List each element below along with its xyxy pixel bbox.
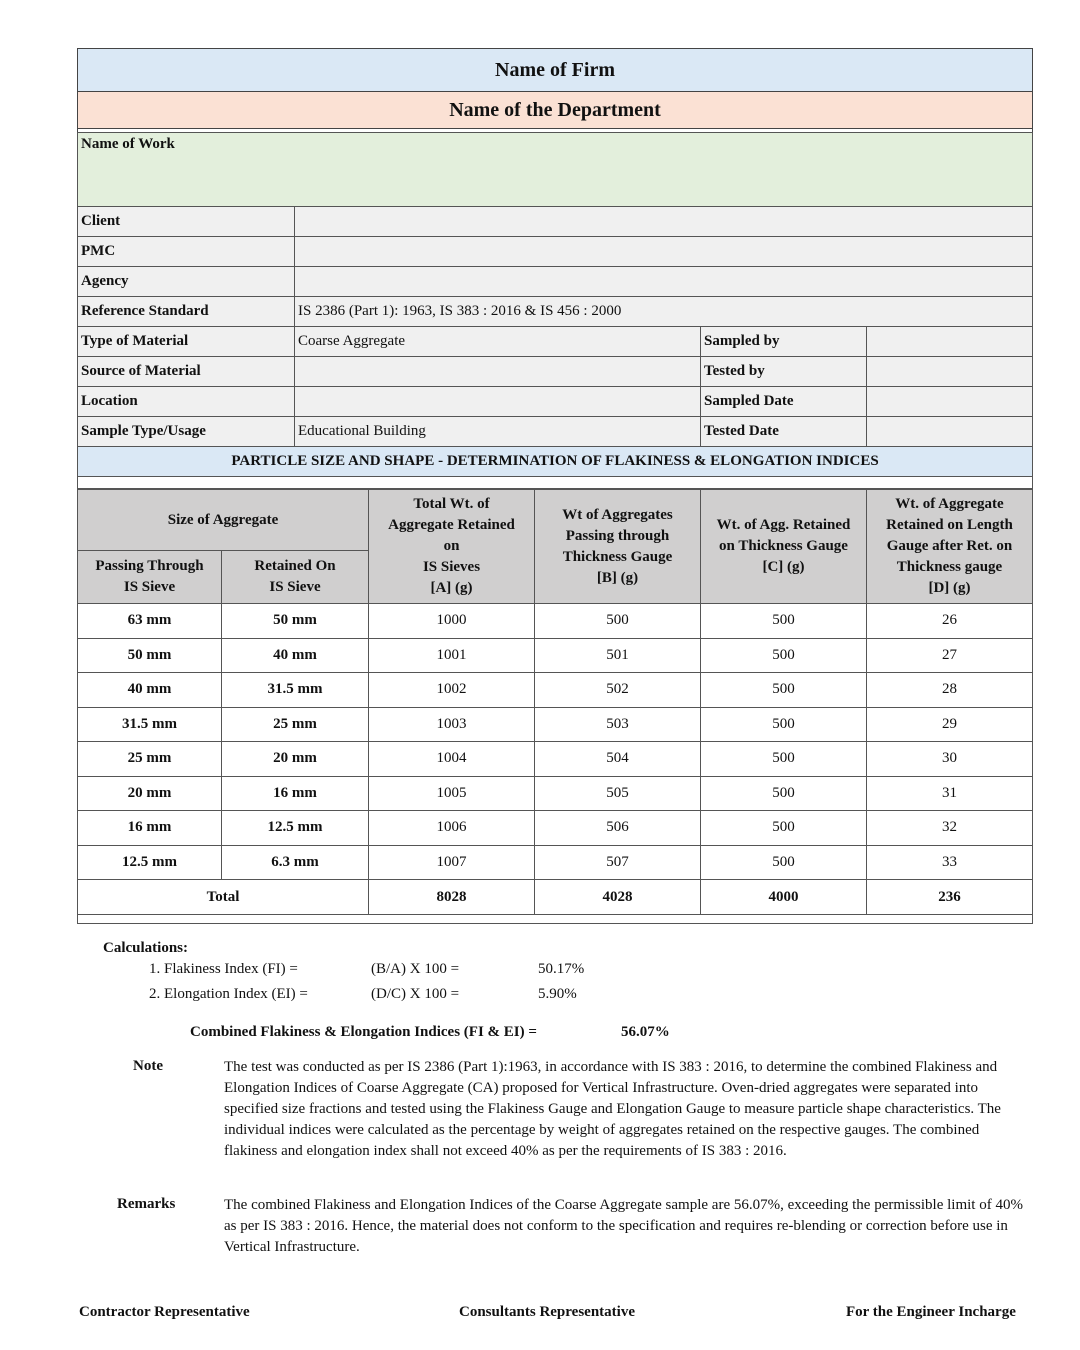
table-row xyxy=(78,604,1033,639)
retained-thickness-cell: 500 xyxy=(701,811,867,846)
col-b-line: Thickness Gauge xyxy=(562,548,673,565)
col-a-line: IS Sieves xyxy=(422,559,481,575)
header-table xyxy=(77,48,1033,489)
col-a-line: [A] (g) xyxy=(430,580,473,596)
passing-sieve-cell: 31.5 mm xyxy=(78,707,222,742)
results-table xyxy=(77,489,1033,924)
contractor-signature: Contractor Representative xyxy=(79,1304,250,1320)
test-report-sheet xyxy=(77,48,1032,924)
retained-length-cell: 33 xyxy=(867,845,1033,880)
passing-wt-cell: 501 xyxy=(535,638,701,673)
agency-value[interactable] xyxy=(295,267,1033,297)
location-label: Location xyxy=(78,387,295,417)
wt-retained-thickness-header xyxy=(701,490,867,604)
total-c: 4000 xyxy=(701,880,867,915)
retained-sieve-cell: 6.3 mm xyxy=(222,845,369,880)
table-row xyxy=(78,811,1033,846)
location-value[interactable] xyxy=(295,387,701,417)
passing-sieve-cell: 25 mm xyxy=(78,742,222,777)
passing-sieve-cell: 12.5 mm xyxy=(78,845,222,880)
total-b: 4028 xyxy=(535,880,701,915)
col-d-line: Gauge after Ret. on xyxy=(886,538,1013,554)
sample-usage-value[interactable]: Educational Building xyxy=(295,417,701,447)
fi-label: 1. Flakiness Index (FI) = xyxy=(149,961,298,977)
total-wt-cell: 1005 xyxy=(369,776,535,811)
combined-label: Combined Flakiness & Elongation Indices (FI & EI) = xyxy=(190,1024,537,1040)
col-a-line: Aggregate Retained xyxy=(388,517,515,533)
passing-sieve-cell: 40 mm xyxy=(78,673,222,708)
col-d-line: Retained on Length xyxy=(886,517,1013,533)
retained-thickness-cell: 500 xyxy=(701,845,867,880)
retained-thickness-cell: 500 xyxy=(701,673,867,708)
name-of-work-cell[interactable] xyxy=(78,133,1033,207)
test-title: PARTICLE SIZE AND SHAPE - DETERMINATION OF FLAKINESS & ELONGATION INDICES xyxy=(78,447,1033,477)
passing-sieve-cell: 16 mm xyxy=(78,811,222,846)
col-d-line: Thickness gauge xyxy=(896,559,1003,575)
table-row xyxy=(78,845,1033,880)
total-wt-cell: 1002 xyxy=(369,673,535,708)
type-of-material-label: Type of Material xyxy=(78,327,295,357)
sampled-by-label: Sampled by xyxy=(701,327,867,357)
passing-wt-cell: 502 xyxy=(535,673,701,708)
passing-line: IS Sieve xyxy=(123,579,176,595)
client-label: Client xyxy=(78,207,295,237)
remarks-label: Remarks xyxy=(117,1196,176,1212)
total-label: Total xyxy=(78,880,369,915)
retained-thickness-cell: 500 xyxy=(701,604,867,639)
table-row xyxy=(78,776,1033,811)
source-of-material-label: Source of Material xyxy=(78,357,295,387)
table-row xyxy=(78,707,1033,742)
size-of-aggregate-header: Size of Aggregate xyxy=(78,490,369,551)
total-wt-cell: 1003 xyxy=(369,707,535,742)
retained-sieve-cell: 31.5 mm xyxy=(222,673,369,708)
fi-value: 50.17% xyxy=(538,961,585,977)
sample-usage-label: Sample Type/Usage xyxy=(78,417,295,447)
retained-line: Retained On xyxy=(254,558,336,574)
passing-wt-cell: 504 xyxy=(535,742,701,777)
note-text: The test was conducted as per IS 2386 (Part 1):1963, in accordance with IS 383 : 2016, to determine the combined Flakiness and Elongation Indices of Coarse Aggregate (CA) proposed for Vertical Infrastructure. Oven-dried aggregates were separated into specified size fractions and tested using the Flakiness Gauge and Elongation Gauge to measure particle shape characteristics. The individual indices were calculated as the percentage by weight of aggregates retained on the respective gauges. The combined flakiness and elongation index shall not exceed 40% as per the requirements of IS 383 : 2016. xyxy=(224,1059,1001,1159)
col-d-line: [D] (g) xyxy=(928,580,971,596)
retained-length-cell: 28 xyxy=(867,673,1033,708)
sampled-date-label: Sampled Date xyxy=(701,387,867,417)
agency-label: Agency xyxy=(78,267,295,297)
retained-on-header xyxy=(222,551,369,604)
consultant-signature: Consultants Representative xyxy=(459,1304,635,1320)
retained-length-cell: 31 xyxy=(867,776,1033,811)
wt-retained-length-header xyxy=(867,490,1033,604)
passing-wt-cell: 503 xyxy=(535,707,701,742)
col-c-line: [C] (g) xyxy=(762,559,805,575)
retained-length-cell: 26 xyxy=(867,604,1033,639)
sampled-by-value[interactable] xyxy=(867,327,1033,357)
reference-standard-value[interactable]: IS 2386 (Part 1): 1963, IS 383 : 2016 & IS 456 : 2000 xyxy=(295,297,1033,327)
total-wt-cell: 1004 xyxy=(369,742,535,777)
col-c-line: Wt. of Agg. Retained xyxy=(716,517,851,533)
retained-length-cell: 29 xyxy=(867,707,1033,742)
retained-sieve-cell: 12.5 mm xyxy=(222,811,369,846)
fi-formula: (B/A) X 100 = xyxy=(371,961,460,977)
tested-by-value[interactable] xyxy=(867,357,1033,387)
sampled-date-value[interactable] xyxy=(867,387,1033,417)
col-b-line: Passing through xyxy=(565,527,670,544)
retained-line: IS Sieve xyxy=(269,579,321,595)
col-a-line: on xyxy=(443,538,460,554)
remarks-text: The combined Flakiness and Elongation Indices of the Coarse Aggregate sample are 56.07%, exceeding the permissible limit of 40% as per IS 383 : 2016. Hence, the material does not conform to the specification and requires re-blending or correction before use in Vertical Infrastructure. xyxy=(224,1197,1023,1255)
retained-thickness-cell: 500 xyxy=(701,742,867,777)
tested-date-value[interactable] xyxy=(867,417,1033,447)
name-of-work-label: Name of Work xyxy=(81,136,175,152)
retained-sieve-cell: 40 mm xyxy=(222,638,369,673)
retained-sieve-cell: 16 mm xyxy=(222,776,369,811)
table-row xyxy=(78,638,1033,673)
passing-line: Passing Through xyxy=(95,558,204,574)
ei-label: 2. Elongation Index (EI) = xyxy=(149,986,308,1002)
retained-sieve-cell: 50 mm xyxy=(222,604,369,639)
source-of-material-value[interactable] xyxy=(295,357,701,387)
note-label: Note xyxy=(133,1058,163,1074)
client-value[interactable] xyxy=(295,207,1033,237)
retained-sieve-cell: 20 mm xyxy=(222,742,369,777)
pmc-label: PMC xyxy=(78,237,295,267)
total-wt-header xyxy=(369,490,535,604)
pmc-value[interactable] xyxy=(295,237,1033,267)
col-c-line: on Thickness Gauge xyxy=(719,538,848,554)
results-body xyxy=(78,604,1033,880)
reference-standard-label: Reference Standard xyxy=(78,297,295,327)
table-row xyxy=(78,742,1033,777)
total-wt-cell: 1007 xyxy=(369,845,535,880)
ei-formula: (D/C) X 100 = xyxy=(371,986,460,1002)
total-wt-cell: 1000 xyxy=(369,604,535,639)
passing-wt-cell: 507 xyxy=(535,845,701,880)
retained-length-cell: 32 xyxy=(867,811,1033,846)
passing-wt-cell: 505 xyxy=(535,776,701,811)
total-a: 8028 xyxy=(369,880,535,915)
passing-wt-cell: 500 xyxy=(535,604,701,639)
engineer-signature: For the Engineer Incharge xyxy=(846,1304,1016,1320)
col-b-line: Wt of Aggregates xyxy=(562,506,673,523)
passing-through-header xyxy=(78,551,222,604)
col-b-line: [B] (g) xyxy=(596,569,639,586)
retained-length-cell: 30 xyxy=(867,742,1033,777)
wt-passing-header xyxy=(535,490,701,604)
retained-thickness-cell: 500 xyxy=(701,638,867,673)
table-row xyxy=(78,673,1033,708)
retained-length-cell: 27 xyxy=(867,638,1033,673)
combined-value: 56.07% xyxy=(621,1024,670,1040)
retained-thickness-cell: 500 xyxy=(701,707,867,742)
passing-sieve-cell: 20 mm xyxy=(78,776,222,811)
calculations-heading: Calculations: xyxy=(103,940,189,956)
retained-sieve-cell: 25 mm xyxy=(222,707,369,742)
total-wt-cell: 1001 xyxy=(369,638,535,673)
type-of-material-value[interactable]: Coarse Aggregate xyxy=(295,327,701,357)
department-name: Name of the Department xyxy=(78,92,1033,129)
tested-date-label: Tested Date xyxy=(701,417,867,447)
passing-sieve-cell: 63 mm xyxy=(78,604,222,639)
retained-thickness-cell: 500 xyxy=(701,776,867,811)
col-d-line: Wt. of Aggregate xyxy=(895,496,1004,512)
ei-value: 5.90% xyxy=(538,986,577,1002)
total-d: 236 xyxy=(867,880,1033,915)
firm-name: Name of Firm xyxy=(78,49,1033,92)
passing-sieve-cell: 50 mm xyxy=(78,638,222,673)
passing-wt-cell: 506 xyxy=(535,811,701,846)
col-a-line: Total Wt. of xyxy=(413,496,490,512)
total-wt-cell: 1006 xyxy=(369,811,535,846)
tested-by-label: Tested by xyxy=(701,357,867,387)
